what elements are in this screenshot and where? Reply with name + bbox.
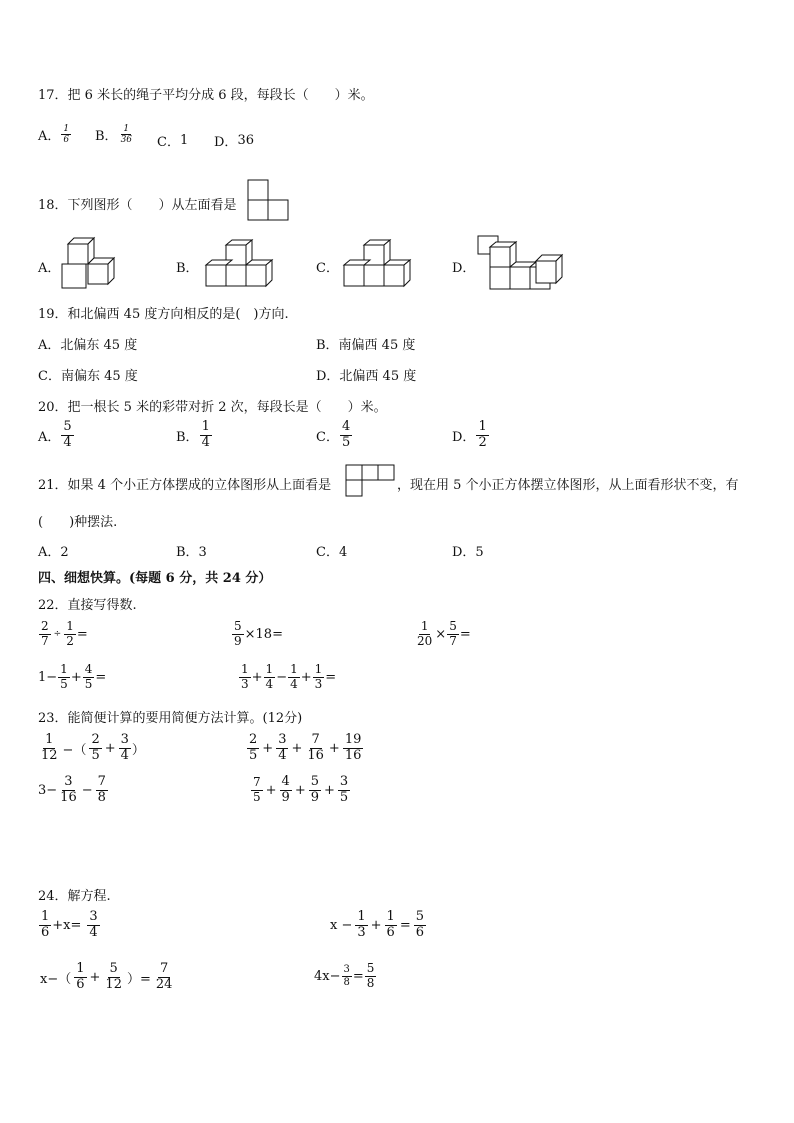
q22-expr-2: $\frac{5}{9}$ ×18= — [234, 619, 283, 648]
fraction: $\frac{1}{6}$ — [63, 124, 70, 146]
q22-expr-4: 1− $\frac{1}{5}$ + $\frac{4}{5}$ = — [38, 662, 107, 691]
q19-option-d[interactable]: D．北偏西 45 度 — [316, 369, 417, 384]
q19-stem: 19．和北偏西 45 度方向相反的是( )方向. — [38, 307, 289, 322]
q24-equation-4: 4x− $\frac{3}{8}$ = $\frac{5}{8}$ — [314, 961, 375, 990]
q17-option-a[interactable]: A． $\frac{1}{6}$ — [38, 124, 70, 146]
cube-figure-a-icon[interactable] — [60, 234, 122, 292]
q17-option-b[interactable]: B． $\frac{1}{36}$ — [95, 124, 133, 146]
q23-stem: 23．能简便计算的要用简便方法计算。(12分) — [38, 711, 303, 726]
q17-option-c[interactable]: C． 1 — [157, 133, 189, 150]
q23-expr-1: $\frac{1}{12}$ −（ $\frac{2}{5}$ + $\frac{3}{4}$ ） — [41, 732, 145, 763]
fraction: $\frac{1}{4}$ — [201, 419, 210, 450]
fraction: $\frac{1}{2}$ — [478, 419, 487, 450]
q17-option-d[interactable]: D． 36 — [214, 133, 254, 150]
q21-stem-part2: ，现在用 5 个小正方体摆立体图形，从上面看形状不变，有 — [397, 478, 739, 493]
q22-stem: 22．直接写得数. — [38, 598, 137, 613]
q19-option-c[interactable]: C．南偏东 45 度 — [38, 369, 138, 384]
fraction: $\frac{1}{36}$ — [120, 124, 133, 146]
q20-option-d[interactable]: D． $\frac{1}{2}$ — [452, 419, 487, 450]
q21-option-a[interactable]: A．2 — [38, 545, 69, 560]
q24-stem: 24．解方程. — [38, 889, 111, 904]
cube-figure-b-icon[interactable] — [204, 239, 278, 291]
q19-option-b[interactable]: B．南偏西 45 度 — [316, 338, 416, 353]
q21-stem-part3: ( )种摆法. — [38, 515, 118, 530]
q22-expr-5: $\frac{1}{3}$ + $\frac{1}{4}$ − $\frac{1}{4}$ + $\frac{1}{3}$ = — [241, 662, 337, 691]
q24-equation-2: x − $\frac{1}{3}$ + $\frac{1}{6}$ = $\frac{5}{6}$ — [330, 909, 425, 940]
fraction: $\frac{5}{4}$ — [63, 419, 72, 450]
left-view-shape-icon — [247, 179, 291, 223]
q20-stem: 20．把一根长 5 米的彩带对折 2 次，每段长是（ ）米。 — [38, 400, 387, 415]
q20-option-b[interactable]: B． $\frac{1}{4}$ — [176, 419, 210, 450]
cube-figure-c-icon[interactable] — [342, 239, 416, 291]
section-heading: 四、细想快算。(每题 6 分，共 24 分） — [38, 571, 272, 586]
q19-option-a[interactable]: A．北偏东 45 度 — [38, 338, 138, 353]
fraction: $\frac{4}{5}$ — [341, 419, 351, 450]
q24-equation-1: $\frac{1}{6}$ +x= $\frac{3}{4}$ — [41, 909, 98, 940]
q22-expr-3: $\frac{1}{20}$ × $\frac{5}{7}$ = — [417, 619, 471, 648]
q18-stem: 18．下列图形（ ）从左面看是 — [38, 198, 237, 213]
top-view-shape-icon — [345, 464, 395, 498]
q23-expr-3: 3− $\frac{3}{16}$ − $\frac{7}{8}$ — [38, 774, 106, 805]
q20-option-a[interactable]: A． $\frac{5}{4}$ — [38, 419, 72, 450]
q18-option-c-label[interactable]: C． — [316, 261, 339, 276]
cube-figure-d-icon[interactable] — [474, 233, 570, 293]
q18-option-a-label[interactable]: A． — [38, 261, 61, 276]
q23-expr-4: $\frac{7}{5}$ + $\frac{4}{9}$ + $\frac{5}{9}$ + $\frac{3}{5}$ — [253, 774, 349, 805]
q21-stem-part1: 21．如果 4 个小正方体摆成的立体图形从上面看是 — [38, 478, 332, 493]
q18-option-d-label[interactable]: D． — [452, 261, 476, 276]
q20-option-c[interactable]: C． $\frac{4}{5}$ — [316, 419, 351, 450]
q21-option-b[interactable]: B．3 — [176, 545, 207, 560]
q22-expr-1: $\frac{2}{7}$ ÷ $\frac{1}{2}$ = — [41, 619, 88, 648]
q21-option-c[interactable]: C．4 — [316, 545, 348, 560]
q24-equation-3: x−（ $\frac{1}{6}$ + $\frac{5}{12}$ ）= $\frac{7}{24}$ — [40, 961, 173, 992]
q21-option-d[interactable]: D．5 — [452, 545, 484, 560]
q23-expr-2: $\frac{2}{5}$ + $\frac{3}{4}$ + $\frac{7}{16}$ + $\frac{19}{16}$ — [249, 732, 362, 763]
q17-stem: 17．把 6 米长的绳子平均分成 6 段，每段长（ ）米。 — [38, 88, 374, 103]
q18-option-b-label[interactable]: B． — [176, 261, 199, 276]
